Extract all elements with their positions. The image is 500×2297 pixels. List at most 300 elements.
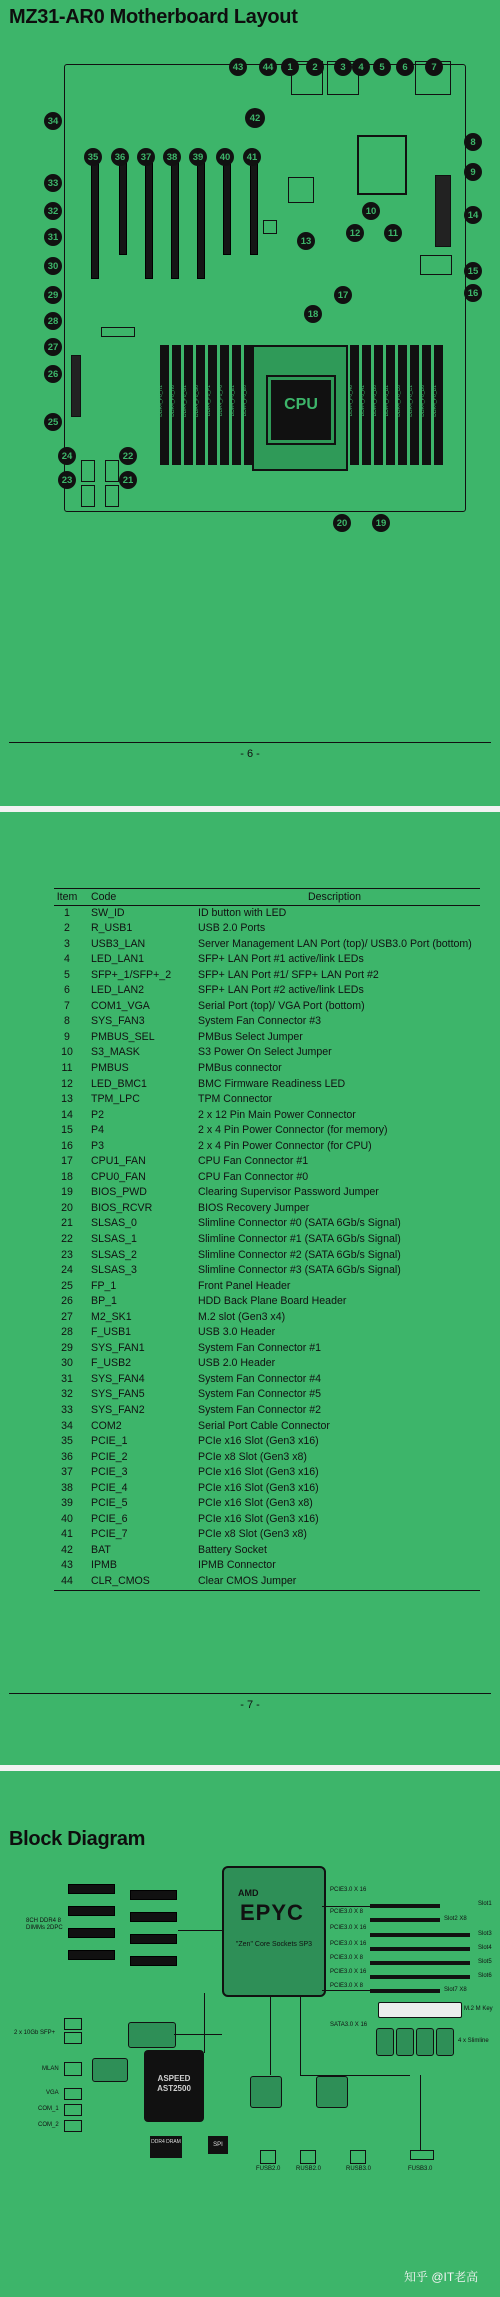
table-row: [54, 1325, 480, 1341]
cell-code: PCIE_4: [91, 1481, 128, 1494]
cell-item: 30: [61, 1357, 73, 1370]
mlan-port: [64, 2062, 82, 2076]
slimline-0: [105, 460, 119, 482]
pcie-label-5: PCIE3.0 X 8: [330, 1955, 364, 1961]
pcie-slot-graphic: [370, 1933, 470, 1937]
cell-description: Slimline Connector #3 (SATA 6Gb/s Signal): [198, 1264, 401, 1277]
slimline-connector: [376, 2028, 394, 2056]
callout-42: 42: [245, 108, 265, 128]
table-row: [54, 1061, 480, 1077]
table-row: [54, 1294, 480, 1310]
cell-item: 10: [61, 1046, 73, 1059]
callout-32: 32: [44, 202, 62, 220]
pcie-slot-graphic: [370, 1904, 440, 1908]
cell-description: PCIe x16 Slot (Gen3 x16): [198, 1512, 319, 1525]
cell-item: 9: [64, 1030, 70, 1043]
cell-description: System Fan Connector #5: [198, 1388, 322, 1401]
cell-description: Battery Socket: [198, 1543, 267, 1556]
pcie-label-6: PCIE3.0 X 16: [330, 1969, 367, 1975]
mlan-label: MLAN: [42, 2066, 59, 2072]
cell-code: PMBUS_SEL: [91, 1030, 155, 1043]
connection-line: [178, 1930, 222, 1931]
cell-item: 7: [64, 999, 70, 1012]
callout-20: 20: [333, 514, 351, 532]
callout-29: 29: [44, 286, 62, 304]
watermark: 知乎 @IT老高: [404, 2270, 479, 2284]
cell-item: 37: [61, 1466, 73, 1479]
table-row: [54, 905, 480, 921]
page-number: - 6 -: [240, 748, 260, 760]
amd-logo: AMD: [238, 1888, 259, 1898]
bmc-chip: [288, 177, 314, 203]
table-row: [54, 1403, 480, 1419]
pcie-slot-graphic: [370, 1975, 470, 1979]
callout-26: 26: [44, 365, 62, 383]
table-row: [54, 1481, 480, 1497]
cell-description: USB 3.0 Header: [198, 1326, 276, 1339]
cell-item: 44: [54, 1574, 80, 1590]
tpm-chip: [263, 220, 277, 234]
dram-label: 8CH DDR4 8 DIMMs 2DPC: [26, 1918, 63, 1931]
callout-22: 22: [119, 447, 137, 465]
usb-hub-chip: [316, 2076, 348, 2108]
cell-description: PCIe x8 Slot (Gen3 x8): [198, 1528, 307, 1541]
callout-41: 41: [243, 148, 261, 166]
callout-30: 30: [44, 257, 62, 275]
table-row: [54, 1263, 480, 1279]
cell-code: P4: [91, 1124, 104, 1137]
cell-description: Clear CMOS Jumper: [198, 1574, 480, 1590]
dimm-f1: DDR4_P0_F1: [208, 345, 217, 465]
table-row: [54, 921, 480, 937]
table-row: [54, 1512, 480, 1528]
cell-item: 26: [61, 1295, 73, 1308]
cell-code: PMBUS: [91, 1061, 129, 1074]
connection-line: [322, 1906, 370, 1907]
cell-code: USB3_LAN: [91, 937, 146, 950]
table-row: [54, 1496, 480, 1512]
cell-item: 3: [64, 937, 70, 950]
bmc-dram: [150, 2136, 182, 2158]
cell-code: COM1_VGA: [91, 999, 150, 1012]
callout-35: 35: [84, 148, 102, 166]
cell-description: SFP+ LAN Port #2 active/link LEDs: [198, 984, 364, 997]
cell-code: BIOS_PWD: [91, 1186, 147, 1199]
callout-38: 38: [163, 148, 181, 166]
cell-item: 31: [61, 1372, 73, 1385]
cell-code: SLSAS_1: [91, 1232, 137, 1245]
cell-item: 38: [61, 1481, 73, 1494]
vga-label: VGA: [46, 2090, 59, 2096]
usb-label-2: RUSB2.0: [296, 2166, 322, 2172]
callout-23: 23: [58, 471, 76, 489]
chipset-heatsink: [357, 135, 407, 195]
cell-code: PCIE_6: [91, 1512, 128, 1525]
table-row: [54, 1387, 480, 1403]
table-row: [54, 1077, 480, 1093]
dram-stick: [68, 1906, 115, 1916]
cell-code: LED_LAN1: [91, 953, 144, 966]
cell-description: HDD Back Plane Board Header: [198, 1295, 347, 1308]
cell-item: 34: [61, 1419, 73, 1432]
cell-code: PCIE_2: [91, 1450, 128, 1463]
realtek-chip: [92, 2058, 128, 2082]
table-row: [54, 1201, 480, 1217]
cell-code: M2_SK1: [91, 1310, 132, 1323]
connection-line: [300, 1995, 301, 2075]
dimm-h1: DDR4_P0_H1: [160, 345, 169, 465]
callout-31: 31: [44, 228, 62, 246]
dimm-d1: DDR4_P0_D1: [434, 345, 443, 465]
table-row: [54, 1092, 480, 1108]
page-number: - 7 -: [240, 1699, 260, 1711]
cell-description: SFP+ LAN Port #1/ SFP+ LAN Port #2: [198, 968, 379, 981]
cell-item: 27: [61, 1310, 73, 1323]
cell-item: 8: [64, 1015, 70, 1028]
dram-stick: [68, 1928, 115, 1938]
cell-description: ID button with LED: [198, 906, 287, 919]
m2-label: M.2 M Key: [464, 2006, 493, 2012]
header-item: Item: [54, 889, 80, 906]
cpu-power-connector: [420, 255, 452, 275]
vga-port: [64, 2088, 82, 2100]
slimline-1: [105, 485, 119, 507]
cell-description: Slimline Connector #2 (SATA 6Gb/s Signal): [198, 1248, 401, 1261]
slimline-label: 4 x Slimline: [458, 2038, 489, 2044]
callout-43: 43: [229, 58, 247, 76]
dimm-a1: DDR4_P0_A1: [362, 345, 371, 465]
table-row: [54, 968, 480, 984]
callout-13: 13: [297, 232, 315, 250]
slimline-connector: [396, 2028, 414, 2056]
pcie-slot-graphic: [370, 1989, 440, 1993]
table-row: [54, 1465, 480, 1481]
cell-code: SW_ID: [91, 906, 125, 919]
dimm-a0: DDR4_P0_A0: [350, 345, 359, 465]
table-row: [54, 1279, 480, 1295]
pcie-slot-graphic: [370, 1918, 440, 1922]
dram-stick: [130, 1934, 177, 1944]
cell-code: SLSAS_2: [91, 1248, 137, 1261]
cell-code: P3: [91, 1139, 104, 1152]
connection-line: [174, 2034, 222, 2035]
table-row: [54, 1574, 480, 1590]
m2-slot: [101, 327, 135, 337]
slimline-2: [81, 460, 95, 482]
cell-code: R_USB1: [91, 922, 133, 935]
cell-description: CPU Fan Connector #0: [198, 1170, 309, 1183]
cell-code: SFP+_1/SFP+_2: [91, 968, 172, 981]
cell-description: USB 2.0 Ports: [198, 922, 266, 935]
cell-item: 36: [61, 1450, 73, 1463]
cell-code: BAT: [91, 1543, 111, 1556]
callout-19: 19: [372, 514, 390, 532]
dram-stick: [130, 1890, 177, 1900]
page-title: MZ31-AR0 Motherboard Layout: [9, 6, 298, 28]
connection-line: [270, 1995, 271, 2075]
table-row: [54, 1543, 480, 1559]
cell-item: 32: [61, 1388, 73, 1401]
pcie-label-4: PCIE3.0 X 16: [330, 1941, 367, 1947]
dimm-g1: DDR4_P0_G1: [184, 345, 193, 465]
cell-item: 17: [61, 1155, 73, 1168]
table-row: [54, 1341, 480, 1357]
table-row: [54, 1216, 480, 1232]
cell-description: PCIe x16 Slot (Gen3 x16): [198, 1481, 319, 1494]
pcie-slot-7: [250, 157, 258, 255]
callout-24: 24: [58, 447, 76, 465]
cell-item: 25: [61, 1279, 73, 1292]
cell-item: 42: [61, 1543, 73, 1556]
dimm-c1: DDR4_P0_C1: [410, 345, 419, 465]
callout-39: 39: [189, 148, 207, 166]
cell-item: 41: [61, 1528, 73, 1541]
cell-description: Server Management LAN Port (top)/ USB3.0 Port (bottom): [198, 937, 472, 950]
cell-code: IPMB: [91, 1559, 117, 1572]
table-row: [54, 1030, 480, 1046]
table-row: [54, 1558, 480, 1574]
cell-item: 39: [61, 1497, 73, 1510]
cell-code: F_USB1: [91, 1326, 132, 1339]
cell-code: FP_1: [91, 1279, 117, 1292]
cell-description: BMC Firmware Readiness LED: [198, 1077, 346, 1090]
slot-label-6: Slot6: [478, 1973, 492, 1979]
cell-item: 33: [61, 1404, 73, 1416]
cell-description: Slimline Connector #0 (SATA 6Gb/s Signal): [198, 1217, 401, 1230]
cell-item: 6: [64, 984, 70, 997]
callout-4: 4: [352, 58, 370, 76]
spi-label: SPI: [213, 2142, 223, 2148]
page-divider: [0, 1765, 500, 1771]
slot-label-2: Slot2 X8: [444, 1916, 467, 1922]
cpu-subtitle: "Zen" Core Sockets SP3: [235, 1941, 313, 1948]
header-code: Code: [80, 889, 198, 906]
dram-stick: [68, 1884, 115, 1894]
table-row: [54, 937, 480, 953]
cell-code: SYS_FAN1: [91, 1341, 145, 1354]
front-panel-header: [71, 355, 81, 417]
callout-34: 34: [44, 112, 62, 130]
cell-description: PCIe x16 Slot (Gen3 x16): [198, 1466, 319, 1479]
table-row: [54, 1356, 480, 1372]
cell-code: TPM_LPC: [91, 1093, 140, 1106]
connection-line: [300, 2075, 410, 2076]
callout-12: 12: [346, 224, 364, 242]
cpu-socket: [252, 345, 348, 471]
pcie-slot-6: [223, 157, 231, 255]
dram-stick: [68, 1950, 115, 1960]
pcie-slot-4: [171, 157, 179, 279]
aspeed-bmc: [144, 2050, 204, 2122]
cell-description: S3 Power On Select Jumper: [198, 1046, 332, 1059]
callout-16: 16: [464, 284, 482, 302]
cell-code: CLR_CMOS: [80, 1574, 198, 1590]
com1-label: COM_1: [38, 2106, 59, 2112]
cell-item: 21: [61, 1217, 73, 1230]
page-rule: [9, 742, 491, 743]
cell-code: SYS_FAN4: [91, 1372, 145, 1385]
cell-item: 4: [64, 953, 70, 966]
table-row: [54, 1139, 480, 1155]
dimm-e1: DDR4_P0_E1: [232, 345, 241, 465]
page-layout: [0, 0, 500, 806]
table-row: [54, 1310, 480, 1326]
cell-code: CPU1_FAN: [91, 1155, 146, 1168]
cell-item: 15: [61, 1124, 73, 1137]
callout-33: 33: [44, 174, 62, 192]
cell-item: 43: [61, 1559, 73, 1572]
table-row: [54, 1232, 480, 1248]
table-row: [54, 999, 480, 1015]
pcie-slot-5: [197, 157, 205, 279]
cell-code: P2: [91, 1108, 104, 1121]
pcie-label-2: PCIE3.0 X 8: [330, 1909, 364, 1915]
connection-line: [322, 1990, 370, 1991]
epyc-logo: EPYC: [240, 1900, 304, 1925]
usb-port: [260, 2150, 276, 2164]
pcie-label-1: PCIE3.0 X 16: [330, 1887, 367, 1893]
table-row: [54, 1419, 480, 1435]
dimm-b0: DDR4_P0_B0: [374, 345, 383, 465]
pcie-slot-graphic: [370, 1947, 470, 1951]
pcie-label-3: PCIE3.0 X 16: [330, 1925, 367, 1931]
table-row: [54, 1372, 480, 1388]
dimm-f0: DDR4_P0_F0: [220, 345, 229, 465]
m2-card: [378, 2002, 462, 2018]
callout-7: 7: [425, 58, 443, 76]
cell-code: SYS_FAN3: [91, 1015, 145, 1028]
pcie-label-7: PCIE3.0 X 8: [330, 1983, 364, 1989]
slot-label-4: Slot4: [478, 1945, 492, 1951]
table-row: [54, 1170, 480, 1186]
com2-port: [64, 2120, 82, 2132]
table-row: [54, 1527, 480, 1543]
cell-code: PCIE_1: [91, 1435, 128, 1448]
connection-line: [204, 1993, 205, 2053]
cell-description: CPU Fan Connector #1: [198, 1155, 309, 1168]
table-row: [54, 952, 480, 968]
callout-3: 3: [334, 58, 352, 76]
table-row: [54, 1185, 480, 1201]
cell-item: 40: [61, 1512, 73, 1525]
cell-description: TPM Connector: [198, 1093, 273, 1106]
cell-item: 1: [64, 906, 70, 919]
cell-item: 24: [61, 1264, 73, 1277]
cell-item: 14: [61, 1108, 73, 1121]
dram-stick: [130, 1956, 177, 1966]
dimm-d0: DDR4_P0_D0: [422, 345, 431, 465]
sata-label: SATA3.0 X 16: [330, 2022, 368, 2028]
usb-port: [300, 2150, 316, 2164]
callout-44: 44: [259, 58, 277, 76]
table-row: [54, 1045, 480, 1061]
table-row: [54, 1014, 480, 1030]
slimline-connector: [436, 2028, 454, 2056]
cpu-die: CPU: [268, 377, 334, 443]
cell-description: 2 x 4 Pin Power Connector (for CPU): [198, 1139, 372, 1152]
bmc-spi: [208, 2136, 228, 2154]
cell-code: S3_MASK: [91, 1046, 140, 1059]
callout-18: 18: [304, 305, 322, 323]
callout-11: 11: [384, 224, 402, 242]
callout-15: 15: [464, 262, 482, 280]
callout-10: 10: [362, 202, 380, 220]
sfp-label: 2 x 10Gb SFP+: [14, 2030, 56, 2036]
usb-port: [350, 2150, 366, 2164]
cell-code: PCIE_7: [91, 1528, 128, 1541]
bmc-dram-label: DDR4 DRAM: [151, 2139, 181, 2145]
cell-description: BIOS Recovery Jumper: [198, 1201, 310, 1214]
cell-description: IPMB Connector: [198, 1559, 276, 1572]
usb-port: [410, 2150, 434, 2160]
cell-item: 22: [61, 1232, 73, 1245]
cell-code: SYS_FAN5: [91, 1388, 145, 1401]
pcie-slot-2: [119, 157, 127, 255]
broadcom-chip: [128, 2022, 176, 2048]
cell-code: PCIE_3: [91, 1466, 128, 1479]
cell-item: 13: [61, 1093, 73, 1106]
main-power-connector: [435, 175, 451, 247]
cell-item: 12: [61, 1077, 73, 1090]
connection-line: [420, 2075, 421, 2150]
cell-description: PCIe x16 Slot (Gen3 x8): [198, 1497, 313, 1510]
callout-37: 37: [137, 148, 155, 166]
cell-item: 18: [61, 1170, 73, 1183]
slot-label-1: Slot1: [478, 1901, 492, 1907]
cell-code: COM2: [91, 1419, 122, 1432]
cell-item: 20: [61, 1201, 73, 1214]
table-row: [54, 1108, 480, 1124]
cell-description: 2 x 4 Pin Power Connector (for memory): [198, 1124, 388, 1137]
cell-description: System Fan Connector #4: [198, 1372, 322, 1385]
slimline-connector: [416, 2028, 434, 2056]
block-diagram-title: Block Diagram: [9, 1828, 146, 1850]
cell-description: SFP+ LAN Port #1 active/link LEDs: [198, 953, 364, 966]
callout-14: 14: [464, 206, 482, 224]
cell-description: Slimline Connector #1 (SATA 6Gb/s Signal): [198, 1232, 401, 1245]
dimm-e0: DDR4_P0_E0: [244, 345, 253, 465]
pcie-slot-3: [145, 157, 153, 279]
cell-description: Serial Port Cable Connector: [198, 1419, 330, 1432]
cell-item: 29: [61, 1341, 73, 1354]
cell-code: SLSAS_3: [91, 1264, 137, 1277]
callout-5: 5: [373, 58, 391, 76]
cell-description: M.2 slot (Gen3 x4): [198, 1310, 286, 1323]
callout-17: 17: [334, 286, 352, 304]
header-description: Description: [198, 889, 480, 906]
sfp-port: [64, 2032, 82, 2044]
callout-8: 8: [464, 133, 482, 151]
usb-label-4: FUSB3.0: [408, 2166, 433, 2172]
cell-code: SLSAS_0: [91, 1217, 137, 1230]
slimline-3: [81, 485, 95, 507]
cell-description: Clearing Supervisor Password Jumper: [198, 1186, 379, 1199]
com2-label: COM_2: [38, 2122, 59, 2128]
cell-item: 35: [61, 1435, 73, 1448]
cell-code: PCIE_5: [91, 1497, 128, 1510]
usb-label-3: RUSB3.0: [346, 2166, 372, 2172]
cell-description: USB 2.0 Header: [198, 1357, 276, 1370]
slot-label-3: Slot3: [478, 1931, 492, 1937]
cell-code: LED_BMC1: [91, 1077, 147, 1090]
cell-description: Serial Port (top)/ VGA Port (bottom): [198, 999, 365, 1012]
callout-36: 36: [111, 148, 129, 166]
table-row: [54, 1450, 480, 1466]
page-rule: [9, 1693, 491, 1694]
cell-item: 2: [64, 922, 70, 935]
cell-item: 16: [61, 1139, 73, 1152]
table-row: [54, 1154, 480, 1170]
